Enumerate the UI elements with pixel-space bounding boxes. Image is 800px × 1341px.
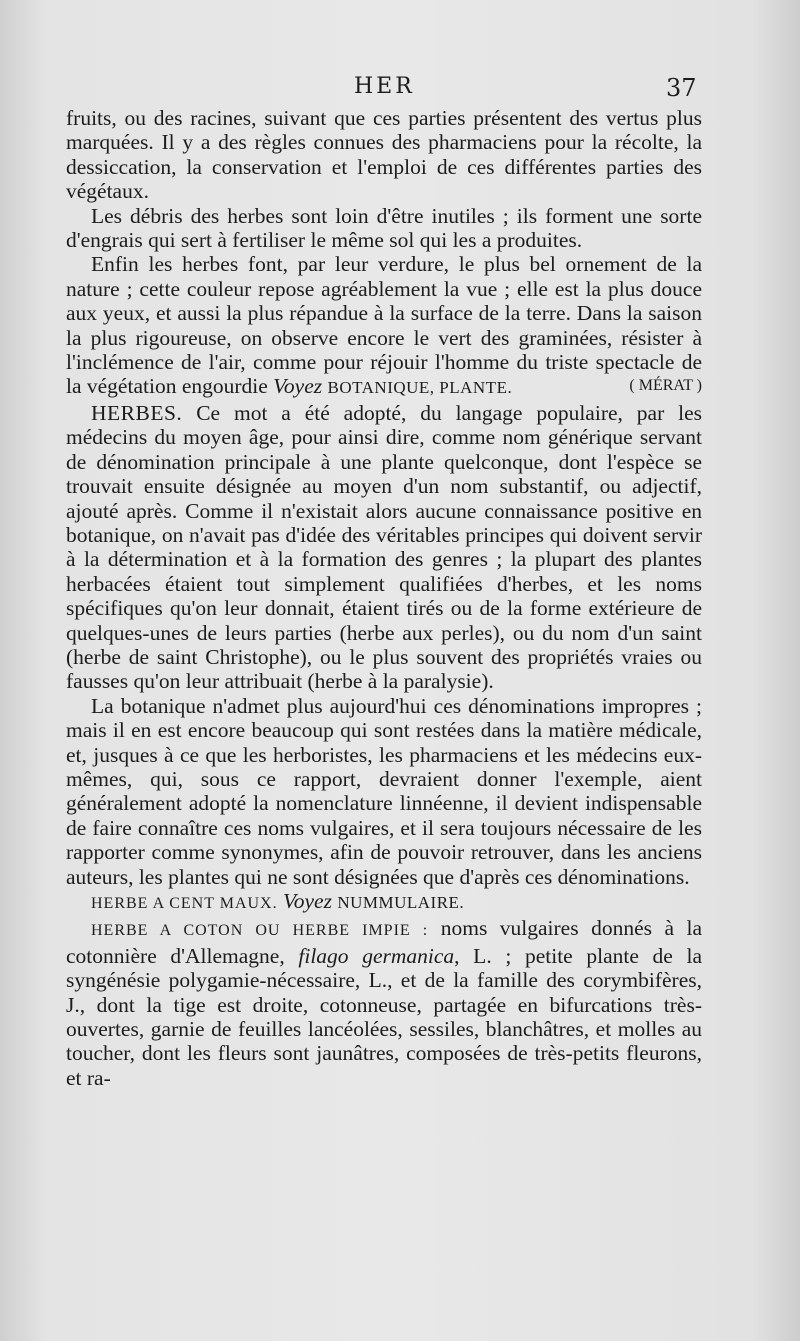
paragraph-verdure xyxy=(66,252,702,400)
entry-herbes xyxy=(66,401,702,694)
cross-reference: NUMMULAIRE. xyxy=(337,893,465,912)
paragraph-text: noms vulgaires donnés à la cotonnière d'Allemagne, xyxy=(66,916,703,968)
page-header xyxy=(0,74,800,104)
paragraph-text: , L. ; petite plante de la syngénésie polygamie-nécessaire, L., et de la famille des corymbifères, J., dont la tige est droite, cotonneuse, partagée en bifurcations très-ouvertes, garnie de feuilles lancéolées, sessiles, blanchâtres, et molles au toucher, dont les fleurs sont jaunâtres, composées de très-petits fleurons, et ra- xyxy=(66,943,703,1090)
entry-headword: HERBE A CENT MAUX. xyxy=(91,895,278,912)
voyez-label: Voyez xyxy=(273,374,323,399)
paragraph-text: Les débris des herbes sont loin d'être inutiles ; ils forment une sorte d'engrais qui sert à fertiliser le même sol qui les a produites. xyxy=(66,203,702,253)
paragraph-text: fruits, ou des racines, suivant que ces parties présentent des vertus plus marquées. Il y a des règles connues des pharmaciens pour la récolte, la dessiccation, la conservation et l'emploi de ces différentes parties des végétaux. xyxy=(66,106,702,204)
paragraph-continuation xyxy=(66,106,702,204)
running-head: HER xyxy=(354,74,415,99)
body-text xyxy=(66,106,702,1090)
paragraph-debris xyxy=(66,204,702,253)
author-signature: ( MÉRAT ) xyxy=(629,377,702,395)
headword: HERBES. xyxy=(91,400,183,425)
paragraph-text: Ce mot a été adopté, du langage populaire, par les médecins du moyen âge, pour ainsi dire, comme nom générique servant de dénomination principale à une plante quelconque, dont l'espèce se trouvait ensuite désignée au moyen d'un nom substantif, ou adjectif, ajouté après. Comme il n'existait alors aucune connaissance positive en botanique, on n'avait pas d'idée des véritables principes qui doivent servir à la détermination et à la formation des genres ; la plupart des plantes herbacées étaient tout simplement qualifiées d'herbes, et les noms spécifiques qu'on leur donnait, étaient tirés ou de la forme extérieure de quelques-unes de leurs parties (herbe aux perles), ou du nom d'un saint (herbe de saint Christophe), ou le plus souvent des propriétés vraies ou fausses qu'on leur attribuait (herbe à la paralysie). xyxy=(66,400,703,694)
entry-herbe-coton xyxy=(66,916,702,1090)
paragraph-text: La botanique n'admet plus aujourd'hui ces dénominations impropres ; mais il en est encore beaucoup qui sont restées dans la matière médicale, et, jusques à ce que les herboristes, les pharmaciens et les médecins eux-mêmes, qui, sous ce rapport, devraient donner l'exemple, aient généralement adopté la nomenclature linnéenne, il devient indispensable de faire connaître ces noms vulgaires, et il sera toujours nécessaire de les rapporter comme synonymes, afin de pouvoir retrouver, dans les anciens auteurs, les plantes qui ne sont désignées que d'après ces dénominations. xyxy=(66,693,702,889)
latin-name: filago germanica xyxy=(298,943,455,968)
paragraph-botanique xyxy=(66,694,702,889)
entry-headword: HERBE A COTON OU HERBE IMPIE : xyxy=(91,922,429,940)
cross-reference: BOTANIQUE, PLANTE. xyxy=(327,378,513,398)
voyez-label: Voyez xyxy=(282,889,332,913)
entry-herbe-cent-maux xyxy=(66,889,702,916)
paragraph-text: Enfin les herbes font, par leur verdure, le plus bel ornement de la nature ; cette couleur repose agréablement la vue ; elle est la plus douce aux yeux, et aussi la plus répandue à la surface de la terre. Dans la saison la plus rigoureuse, on observe encore le vert des graminées, résister à l'inclémence de l'air, comme pour réjouir l'homme du triste spectacle de la végétation engourdie xyxy=(66,252,702,399)
page-number: 37 xyxy=(666,74,697,102)
